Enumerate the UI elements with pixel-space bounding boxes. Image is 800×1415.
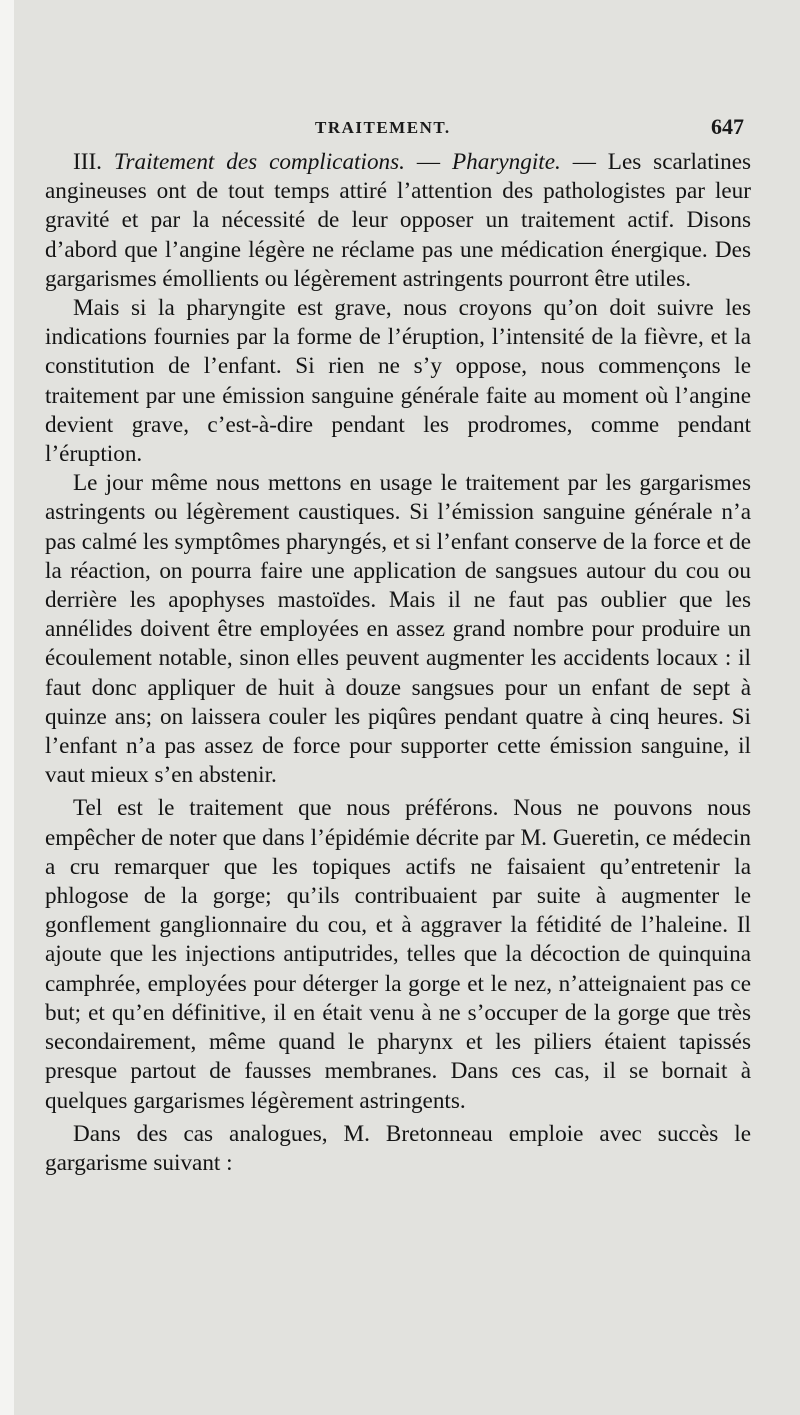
section-number: III. [73, 149, 102, 175]
section-subtitle: Pharyngite. [451, 149, 561, 175]
title-dash: — [404, 149, 452, 175]
page-number: 647 [711, 114, 744, 139]
paragraph-pharyngite [45, 148, 751, 294]
paragraph-traitement-prefere: Tel est le traitement que nous préférons. Nous ne pouvons nous empêcher de noter que dans l’épidémie décrite par M. Gueretin, ce médecin a cru remarquer que les topiques actifs ne faisaient qu’entretenir la phlogose de la gorge; qu’ils contribuaient par suite à augmenter le gonflement ganglionnaire du cou, et à aggraver la fétidité de l’haleine. Il ajoute que les injections antiputrides, telles que la décoction de quinquina camphrée, employées pour déterger la gorge et le nez, n’atteignaient pas ce but; et qu’en définitive, il en était venu à ne s’occuper de la gorge que très secondairement, même quand le pharynx et les piliers étaient tapissés presque partout de fausses membranes. Dans ces cas, il se bornait à quelques gargarismes légèrement astringents. [45, 795, 751, 1114]
section-title: Traitement des complications. [113, 149, 405, 175]
running-title: TRAITEMENT. [315, 118, 451, 137]
paragraph-jour-meme: Le jour même nous mettons en usage le traitement par les gargarismes astringents ou légèrement caustiques. Si l’émission sanguine générale n’a pas calmé les symptômes pharyngés, et si l’enfant conserve de la force et de la réaction, on pourra faire une application de sangsues autour du cou ou derrière les apophyses mastoïdes. Mais il ne faut pas oublier que les annélides doivent être employées en assez grand nombre pour produire un écoulement notable, sinon elles peuvent augmenter les accidents locaux : il faut donc appliquer de huit à douze sangsues pour un enfant de sept à quinze ans; on laissera couler les piqûres pendant quatre à cinq heures. Si l’enfant n’a pas assez de force pour supporter cette émission sanguine, il vaut mieux s’en abstenir. [45, 470, 751, 789]
body-text [45, 148, 751, 1178]
paragraph-bretonneau: Dans des cas analogues, M. Bretonneau emploie avec succès le gargarisme suivant : [45, 1120, 751, 1176]
scan-margin [0, 0, 14, 1415]
page-header [40, 114, 752, 144]
paragraph-text: — Les scarlatines angineuses ont de tout temps attiré l’attention des pathologistes par leur gravité et par la nécessité de leur opposer un traitement actif. Disons d’abord que l’angine légère ne réclame pas une médication énergique. Des gargarismes émollients ou légèrement astringents pourront être utiles. [45, 149, 752, 292]
paragraph-grave: Mais si la pharyngite est grave, nous croyons qu’on doit suivre les indications fournies par la forme de l’éruption, l’intensité de la fièvre, et la constitution de l’enfant. Si rien ne s’y oppose, nous commençons le traitement par une émission sanguine générale faite au moment où l’angine devient grave, c’est-à-dire pendant les prodromes, comme pendant l’éruption. [45, 295, 751, 468]
